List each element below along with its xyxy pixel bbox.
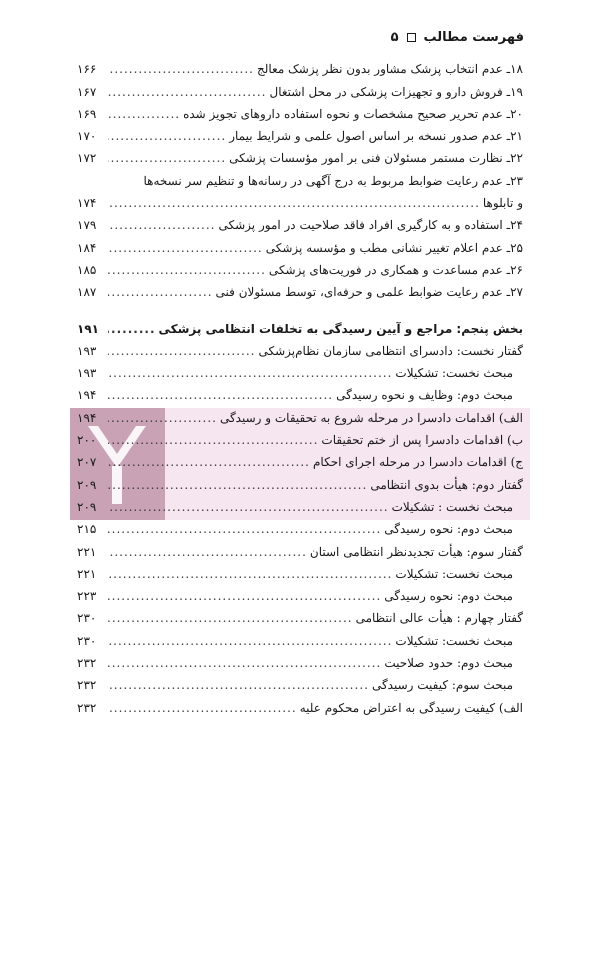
dot-leader [108, 566, 392, 582]
toc-entry [77, 494, 523, 516]
toc-entry [77, 627, 523, 649]
toc-entry-page: ۲۳۲ [77, 700, 97, 715]
toc-entry-title: ۲۶ـ عدم مساعدت و همکاری در فوریت‌های پزشکی [268, 262, 523, 277]
toc-entry [77, 404, 523, 426]
toc-entry [77, 561, 523, 583]
toc-entry-page: ۲۳۲ [77, 656, 97, 671]
toc-entry-page: ۱۶۷ [77, 84, 97, 99]
toc-entry-page: ۱۶۹ [77, 106, 97, 121]
toc-entry-title: مبحث نخست: تشکیلات [395, 633, 513, 648]
toc-entry-title: مبحث نخست: تشکیلات [395, 366, 513, 381]
dot-leader [108, 677, 369, 693]
toc-entry [77, 471, 523, 493]
dot-leader [108, 633, 392, 649]
dot-leader [108, 84, 267, 100]
header-title: فهرست مطالب [423, 30, 524, 45]
dot-leader [108, 588, 381, 604]
toc-entry [77, 279, 523, 301]
toc-entry [77, 694, 523, 716]
toc-entry [77, 145, 523, 167]
header-page-number: ۵ [390, 30, 399, 45]
dot-leader [108, 262, 266, 278]
dot-leader [108, 610, 353, 626]
square-glyph-icon [407, 33, 416, 42]
dot-leader [108, 321, 156, 337]
dot-leader [108, 195, 480, 211]
toc-entry-page: ۲۳۲ [77, 678, 97, 693]
toc-entry [77, 315, 523, 337]
toc-entry-title: گفتار سوم: هیأت تجدیدنظر انتظامی استان [309, 544, 523, 559]
toc-entry-title: ۱۸ـ عدم انتخاب پزشک مشاور بدون نظر پزشک معالج [256, 62, 523, 77]
dot-leader [108, 499, 389, 515]
toc-entry-title: ب) اقدامات دادسرا پس از ختم تحقیقات [321, 433, 523, 448]
dot-leader [108, 544, 307, 560]
dot-leader [108, 655, 381, 671]
dot-leader [108, 410, 217, 426]
toc-entry [77, 167, 523, 189]
toc-entry [77, 101, 523, 123]
dot-leader [108, 521, 381, 537]
toc-entry-page: ۱۷۴ [77, 196, 97, 211]
toc-entry [77, 382, 523, 404]
toc-entry-page: ۲۰۷ [77, 455, 97, 470]
dot-leader [108, 477, 367, 493]
toc-entry-page: ۱۶۶ [77, 62, 97, 77]
toc-entry-page: ۱۸۵ [77, 262, 97, 277]
dot-leader [108, 61, 254, 77]
table-of-contents [77, 56, 523, 717]
toc-entry [77, 538, 523, 560]
toc-entry-page: ۱۸۷ [77, 285, 97, 300]
dot-leader [108, 365, 392, 381]
toc-entry [77, 449, 523, 471]
toc-entry-title: بخش پنجم: مراجع و آیین رسیدگی به تخلفات انتظامی پزشکی [158, 321, 523, 336]
toc-entry-page: ۲۳۰ [77, 611, 97, 626]
toc-entry [77, 234, 523, 256]
toc-entry-title: مبحث دوم: نحوه رسیدگی [384, 589, 513, 604]
dot-leader [108, 106, 180, 122]
toc-entry-title: ۲۳ـ عدم رعایت ضوابط مربوط به درج آگهی در رسانه‌ها و تنظیم سر نسخه‌ها [143, 173, 523, 188]
toc-entry-page: ۱۹۳ [77, 366, 97, 381]
toc-entry-title: الف) کیفیت رسیدگی به اعتراض محکوم علیه [299, 700, 523, 715]
toc-entry-title: ۲۴ـ استفاده و به کارگیری افراد فاقد صلاحیت در امور پزشکی [218, 218, 523, 233]
toc-entry [77, 672, 523, 694]
toc-entry-page: ۱۷۰ [77, 129, 97, 144]
toc-entry-page: ۱۹۴ [77, 388, 97, 403]
toc-entry-title: ۲۲ـ نظارت مستمر مسئولان فنی بر امور مؤسسات پزشکی [229, 151, 523, 166]
toc-entry-page: ۱۹۱ [77, 321, 99, 336]
toc-entry-page: ۲۰۹ [77, 477, 97, 492]
toc-entry-page: ۱۷۹ [77, 218, 97, 233]
running-header [391, 30, 524, 45]
toc-entry [77, 516, 523, 538]
dot-leader [108, 454, 310, 470]
dot-leader [108, 240, 263, 256]
toc-entry [77, 338, 523, 360]
toc-entry-title: گفتار چهارم : هیأت عالی انتظامی [355, 611, 523, 626]
dot-leader [108, 128, 226, 144]
dot-leader [108, 150, 226, 166]
toc-entry-title: مبحث نخست: تشکیلات [395, 566, 513, 581]
toc-entry-page: ۱۹۴ [77, 410, 97, 425]
toc-entry [77, 650, 523, 672]
toc-entry-title: ۲۵ـ عدم اعلام تغییر نشانی مطب و مؤسسه پزشکی [265, 240, 523, 255]
toc-entry-page: ۲۲۱ [77, 544, 97, 559]
toc-entry-title: و تابلوها [482, 196, 523, 211]
toc-entry [77, 190, 523, 212]
toc-entry-page: ۲۱۵ [77, 522, 97, 537]
dot-leader [108, 343, 255, 359]
toc-entry [77, 78, 523, 100]
toc-entry [77, 212, 523, 234]
toc-entry [77, 123, 523, 145]
toc-entry [77, 583, 523, 605]
dot-leader [108, 387, 333, 403]
toc-entry-title: گفتار دوم: هیأت بدوی انتظامی [370, 477, 523, 492]
toc-entry-title: مبحث نخست : تشکیلات [391, 499, 513, 514]
toc-entry-title: ۱۹ـ فروش دارو و تجهیزات پزشکی در محل اشتغال [269, 84, 523, 99]
toc-entry-title: ۲۱ـ عدم صدور نسخه بر اساس اصول علمی و شرایط بیمار [229, 129, 523, 144]
toc-entry-page: ۱۸۴ [77, 240, 97, 255]
toc-entry-title: ۲۰ـ عدم تحریر صحیح مشخصات و نحوه استفاده داروهای تجویز شده [183, 106, 523, 121]
dot-leader [108, 700, 297, 716]
toc-entry-title: مبحث دوم: حدود صلاحیت [384, 656, 513, 671]
toc-entry-title: ۲۷ـ عدم رعایت ضوابط علمی و حرفه‌ای، توسط مسئولان فنی [215, 285, 523, 300]
toc-entry [77, 605, 523, 627]
toc-entry-title: ج) اقدامات دادسرا در مرحله اجرای احکام [312, 455, 523, 470]
dot-leader [108, 217, 215, 233]
toc-entry-page: ۲۰۰ [77, 433, 97, 448]
toc-entry-page: ۲۰۹ [77, 499, 97, 514]
toc-entry-title: مبحث سوم: کیفیت رسیدگی [371, 678, 513, 693]
toc-entry-page: ۱۷۲ [77, 151, 97, 166]
toc-entry-page: ۲۳۰ [77, 633, 97, 648]
toc-entry-page: ۲۲۱ [77, 566, 97, 581]
toc-entry [77, 427, 523, 449]
toc-entry-page: ۱۹۳ [77, 343, 97, 358]
toc-entry-title: مبحث دوم: نحوه رسیدگی [384, 522, 513, 537]
dot-leader [108, 432, 318, 448]
dot-leader [108, 284, 213, 300]
toc-entry-title: الف) اقدامات دادسرا در مرحله شروع به تحقیقات و رسیدگی [219, 410, 523, 425]
toc-entry [77, 257, 523, 279]
toc-entry [77, 360, 523, 382]
toc-entry-page: ۲۲۳ [77, 589, 97, 604]
toc-entry-title: گفتار نخست: دادسرای انتظامی سازمان نظام‌پزشکی [258, 343, 523, 358]
toc-entry [77, 56, 523, 78]
toc-entry-title: مبحث دوم: وظایف و نحوه رسیدگی [336, 388, 513, 403]
